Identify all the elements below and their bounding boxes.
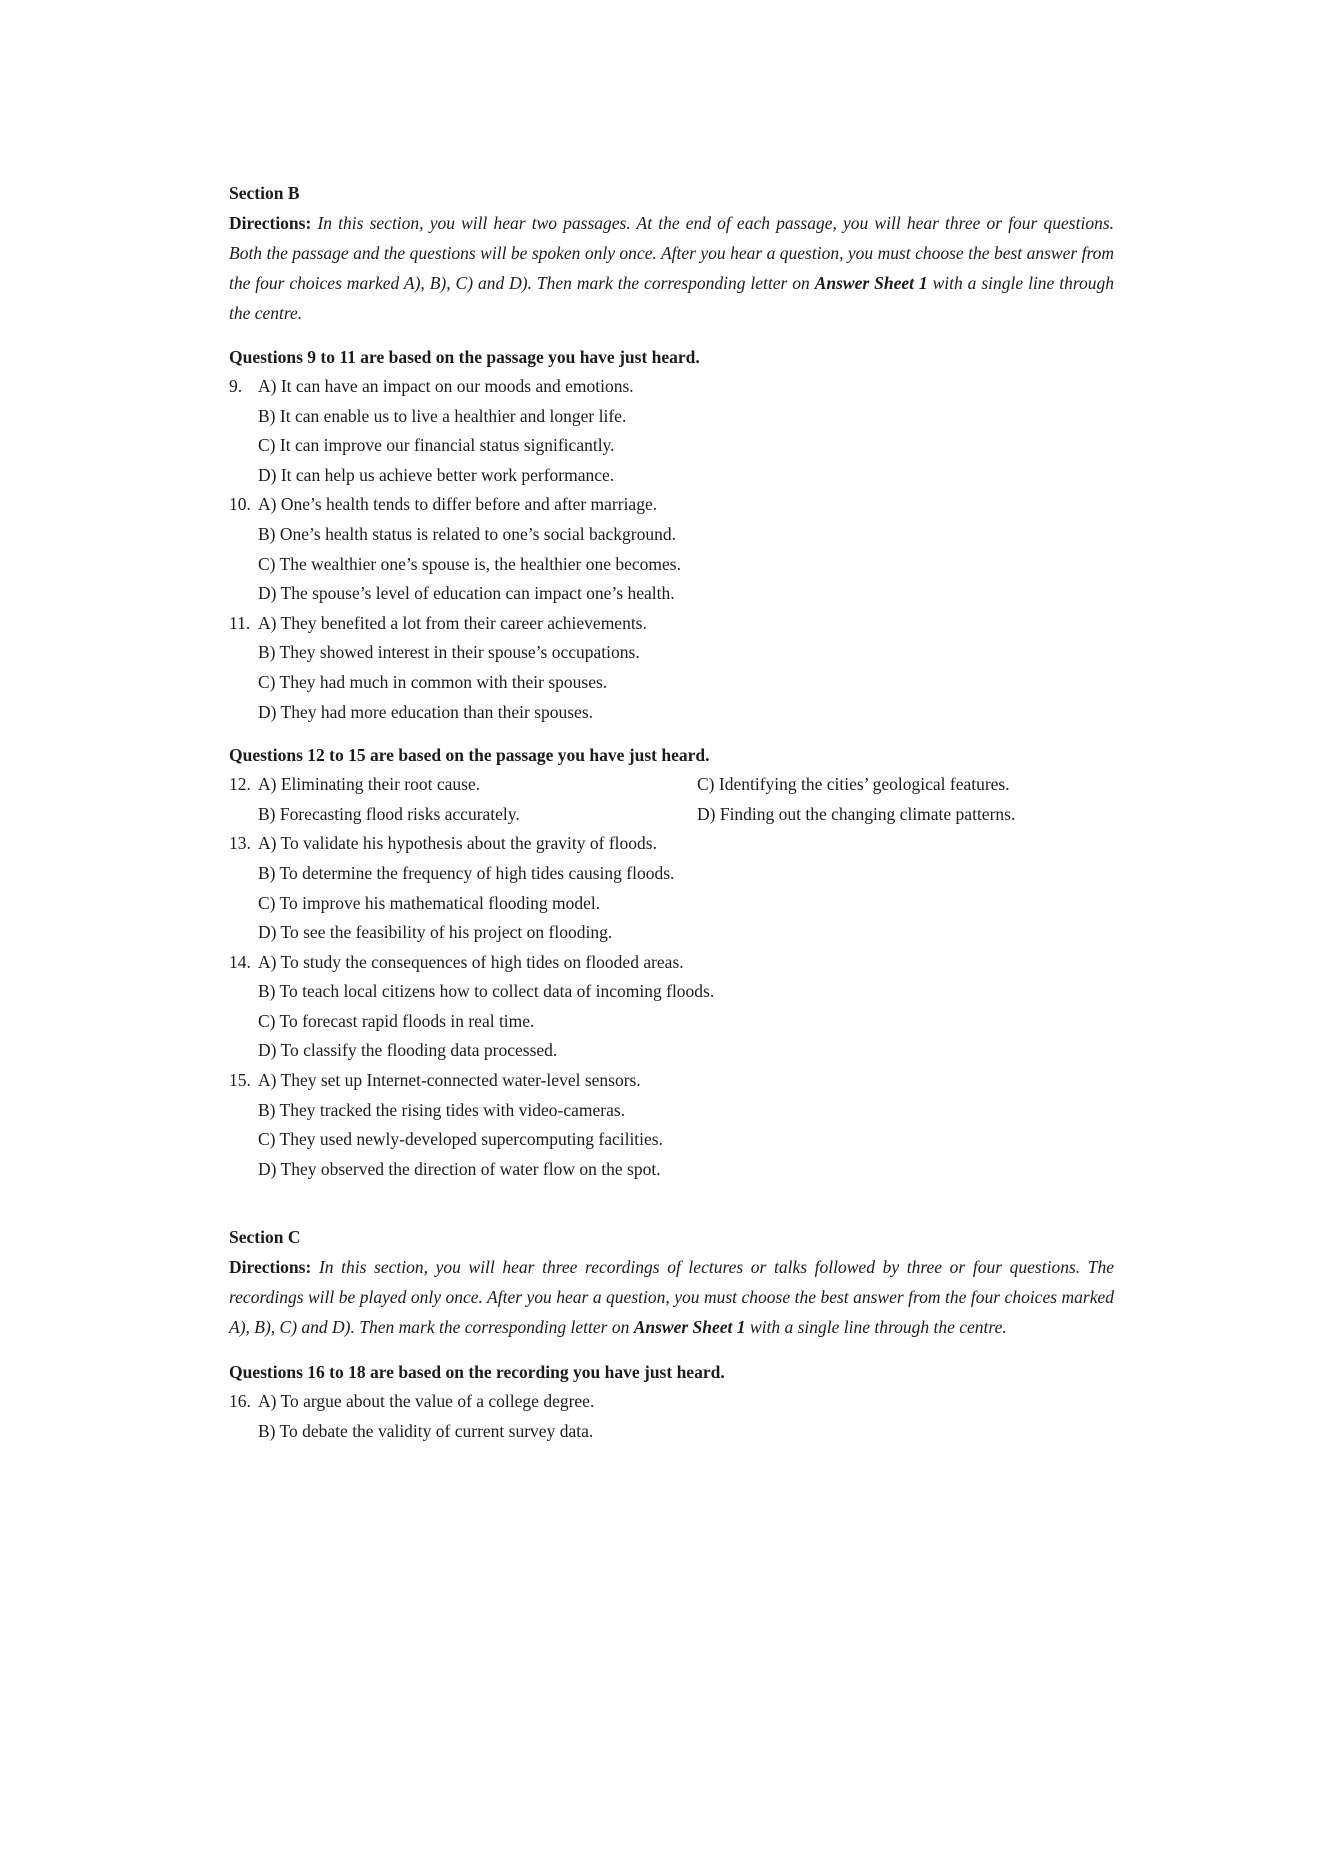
question-number: 12. [229,774,251,795]
section-c-directions [229,1252,1114,1342]
question-number: 11. [229,612,251,633]
question-11 [229,609,1114,727]
option-a: A) To argue about the value of a college degree. [258,1391,595,1412]
option-d: D) To see the feasibility of his project on flooding. [258,922,613,943]
section-b-directions [229,208,1114,328]
section-b-title: Section B [229,183,300,203]
option-b: B) One’s health status is related to one’s social background. [258,523,676,544]
question-group-title: Questions 16 to 18 are based on the recording you have just heard. [229,1362,725,1383]
question-10 [229,490,1114,608]
question-16 [229,1387,1114,1446]
option-d: D) They had more education than their spouses. [258,701,594,722]
option-a: A) They benefited a lot from their career achievements. [258,612,647,633]
question-number: 10. [229,494,251,515]
option-c: C) They used newly-developed supercomputing facilities. [258,1129,663,1150]
option-d: D) Finding out the changing climate patterns. [697,803,1016,824]
option-b: B) They tracked the rising tides with video-cameras. [258,1099,626,1120]
directions-label: Directions: [229,213,312,233]
option-a: A) It can have an impact on our moods and emotions. [258,376,634,396]
directions-text-end: with a single line through the centre. [749,1317,1007,1338]
option-a: A) To study the consequences of high tides on flooded areas. [258,951,684,972]
option-a: A) To validate his hypothesis about the gravity of floods. [258,833,657,854]
answer-sheet-ref: Answer Sheet 1 [814,273,928,293]
option-c: C) To forecast rapid floods in real time. [258,1010,535,1031]
question-9 [229,372,1114,490]
question-number: 9. [229,376,243,396]
question-12 [229,770,1114,829]
section-b [229,178,1114,1184]
option-a: A) Eliminating their root cause. [258,774,481,795]
option-b: B) To determine the frequency of high tides causing floods. [258,862,675,883]
option-b: B) To teach local citizens how to collect data of incoming floods. [258,981,715,1002]
section-c-title: Section C [229,1227,301,1248]
option-b: B) They showed interest in their spouse’s occupations. [258,642,640,663]
option-c: C) To improve his mathematical flooding model. [258,892,601,913]
question-13 [229,829,1114,947]
option-c: C) They had much in common with their spouses. [258,671,608,692]
exam-page [229,178,1114,1447]
option-b: B) To debate the validity of current survey data. [258,1421,594,1442]
section-c [229,1222,1114,1446]
question-number: 16. [229,1391,251,1412]
question-group-title: Questions 12 to 15 are based on the passage you have just heard. [229,745,710,766]
question-number: 13. [229,833,251,854]
question-number: 15. [229,1070,251,1091]
option-d: D) They observed the direction of water flow on the spot. [258,1158,661,1179]
option-c: C) Identifying the cities’ geological features. [697,774,1010,795]
question-group-title: Questions 9 to 11 are based on the passage you have just heard. [229,347,700,367]
question-14 [229,948,1114,1066]
option-a: A) They set up Internet-connected water-level sensors. [258,1070,641,1091]
option-a: A) One’s health tends to differ before and after marriage. [258,494,658,515]
directions-text: In this section, you will hear three recordings of lectures or talks followed by three or four questions. The recordings will be played only once. After you hear a question, you must choose the best answer from the four choices marked A), B), C) and D). Then mark the corresponding letter on [229,1257,1115,1338]
answer-sheet-ref: Answer Sheet 1 [633,1317,746,1338]
option-c: C) The wealthier one’s spouse is, the healthier one becomes. [258,553,681,574]
option-c: C) It can improve our financial status significantly. [258,435,615,456]
directions-text-end: with a single line through the centre. [229,273,1115,323]
directions-text: In this section, you will hear two passages. At the end of each passage, you will hear three or four questions. Both the passage and the questions will be spoken only once. After you hear a question, you must choose the best answer from the four choices marked A), B), C) and D). Then mark the corresponding letter on [229,213,1115,293]
option-b: B) It can enable us to live a healthier and longer life. [258,405,627,426]
option-d: D) The spouse’s level of education can impact one’s health. [258,583,675,604]
option-d: D) To classify the flooding data processed. [258,1040,558,1061]
option-b: B) Forecasting flood risks accurately. [258,803,520,824]
directions-label: Directions: [229,1257,312,1278]
question-15 [229,1066,1114,1184]
option-d: D) It can help us achieve better work performance. [258,464,615,485]
question-number: 14. [229,951,251,972]
